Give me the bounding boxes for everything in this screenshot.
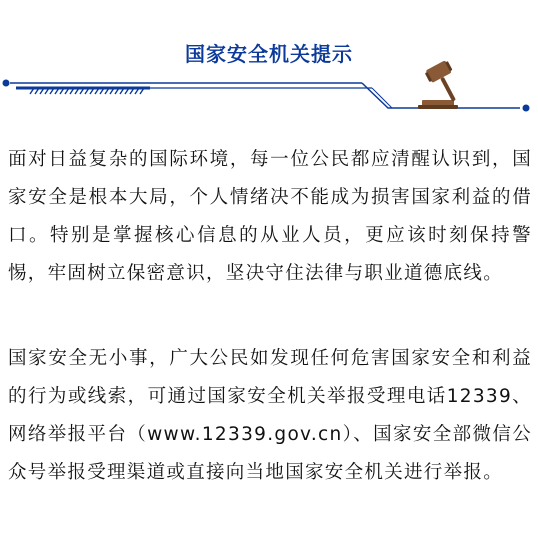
right-dot — [523, 105, 530, 112]
diagonal-line-thin — [372, 88, 392, 108]
paragraph-1: 面对日益复杂的国际环境，每一位公民都应清醒认识到，国家安全是根本大局，个人情绪决不能成为损害国家利益的借口。特别是掌握核心信息的从业人员，更应该时刻保持警惕，牢固树立保密意识，坚决守住法律与职业道德底线。 — [8, 149, 532, 284]
page-title: 国家安全机关提示 — [185, 42, 353, 66]
left-dot — [3, 80, 10, 87]
header-decoration — [0, 60, 538, 120]
paragraph-2: 国家安全无小事，广大公民如发现任何危害国家安全和利益的行为或线索，可通过国家安全机关举报受理电话12339、网络举报平台（www.12339.gov.cn）、国家安全部微信公众号举报受理渠道或直接向当地国家安全机关进行举报。 — [8, 348, 532, 483]
gavel-icon — [418, 60, 466, 109]
